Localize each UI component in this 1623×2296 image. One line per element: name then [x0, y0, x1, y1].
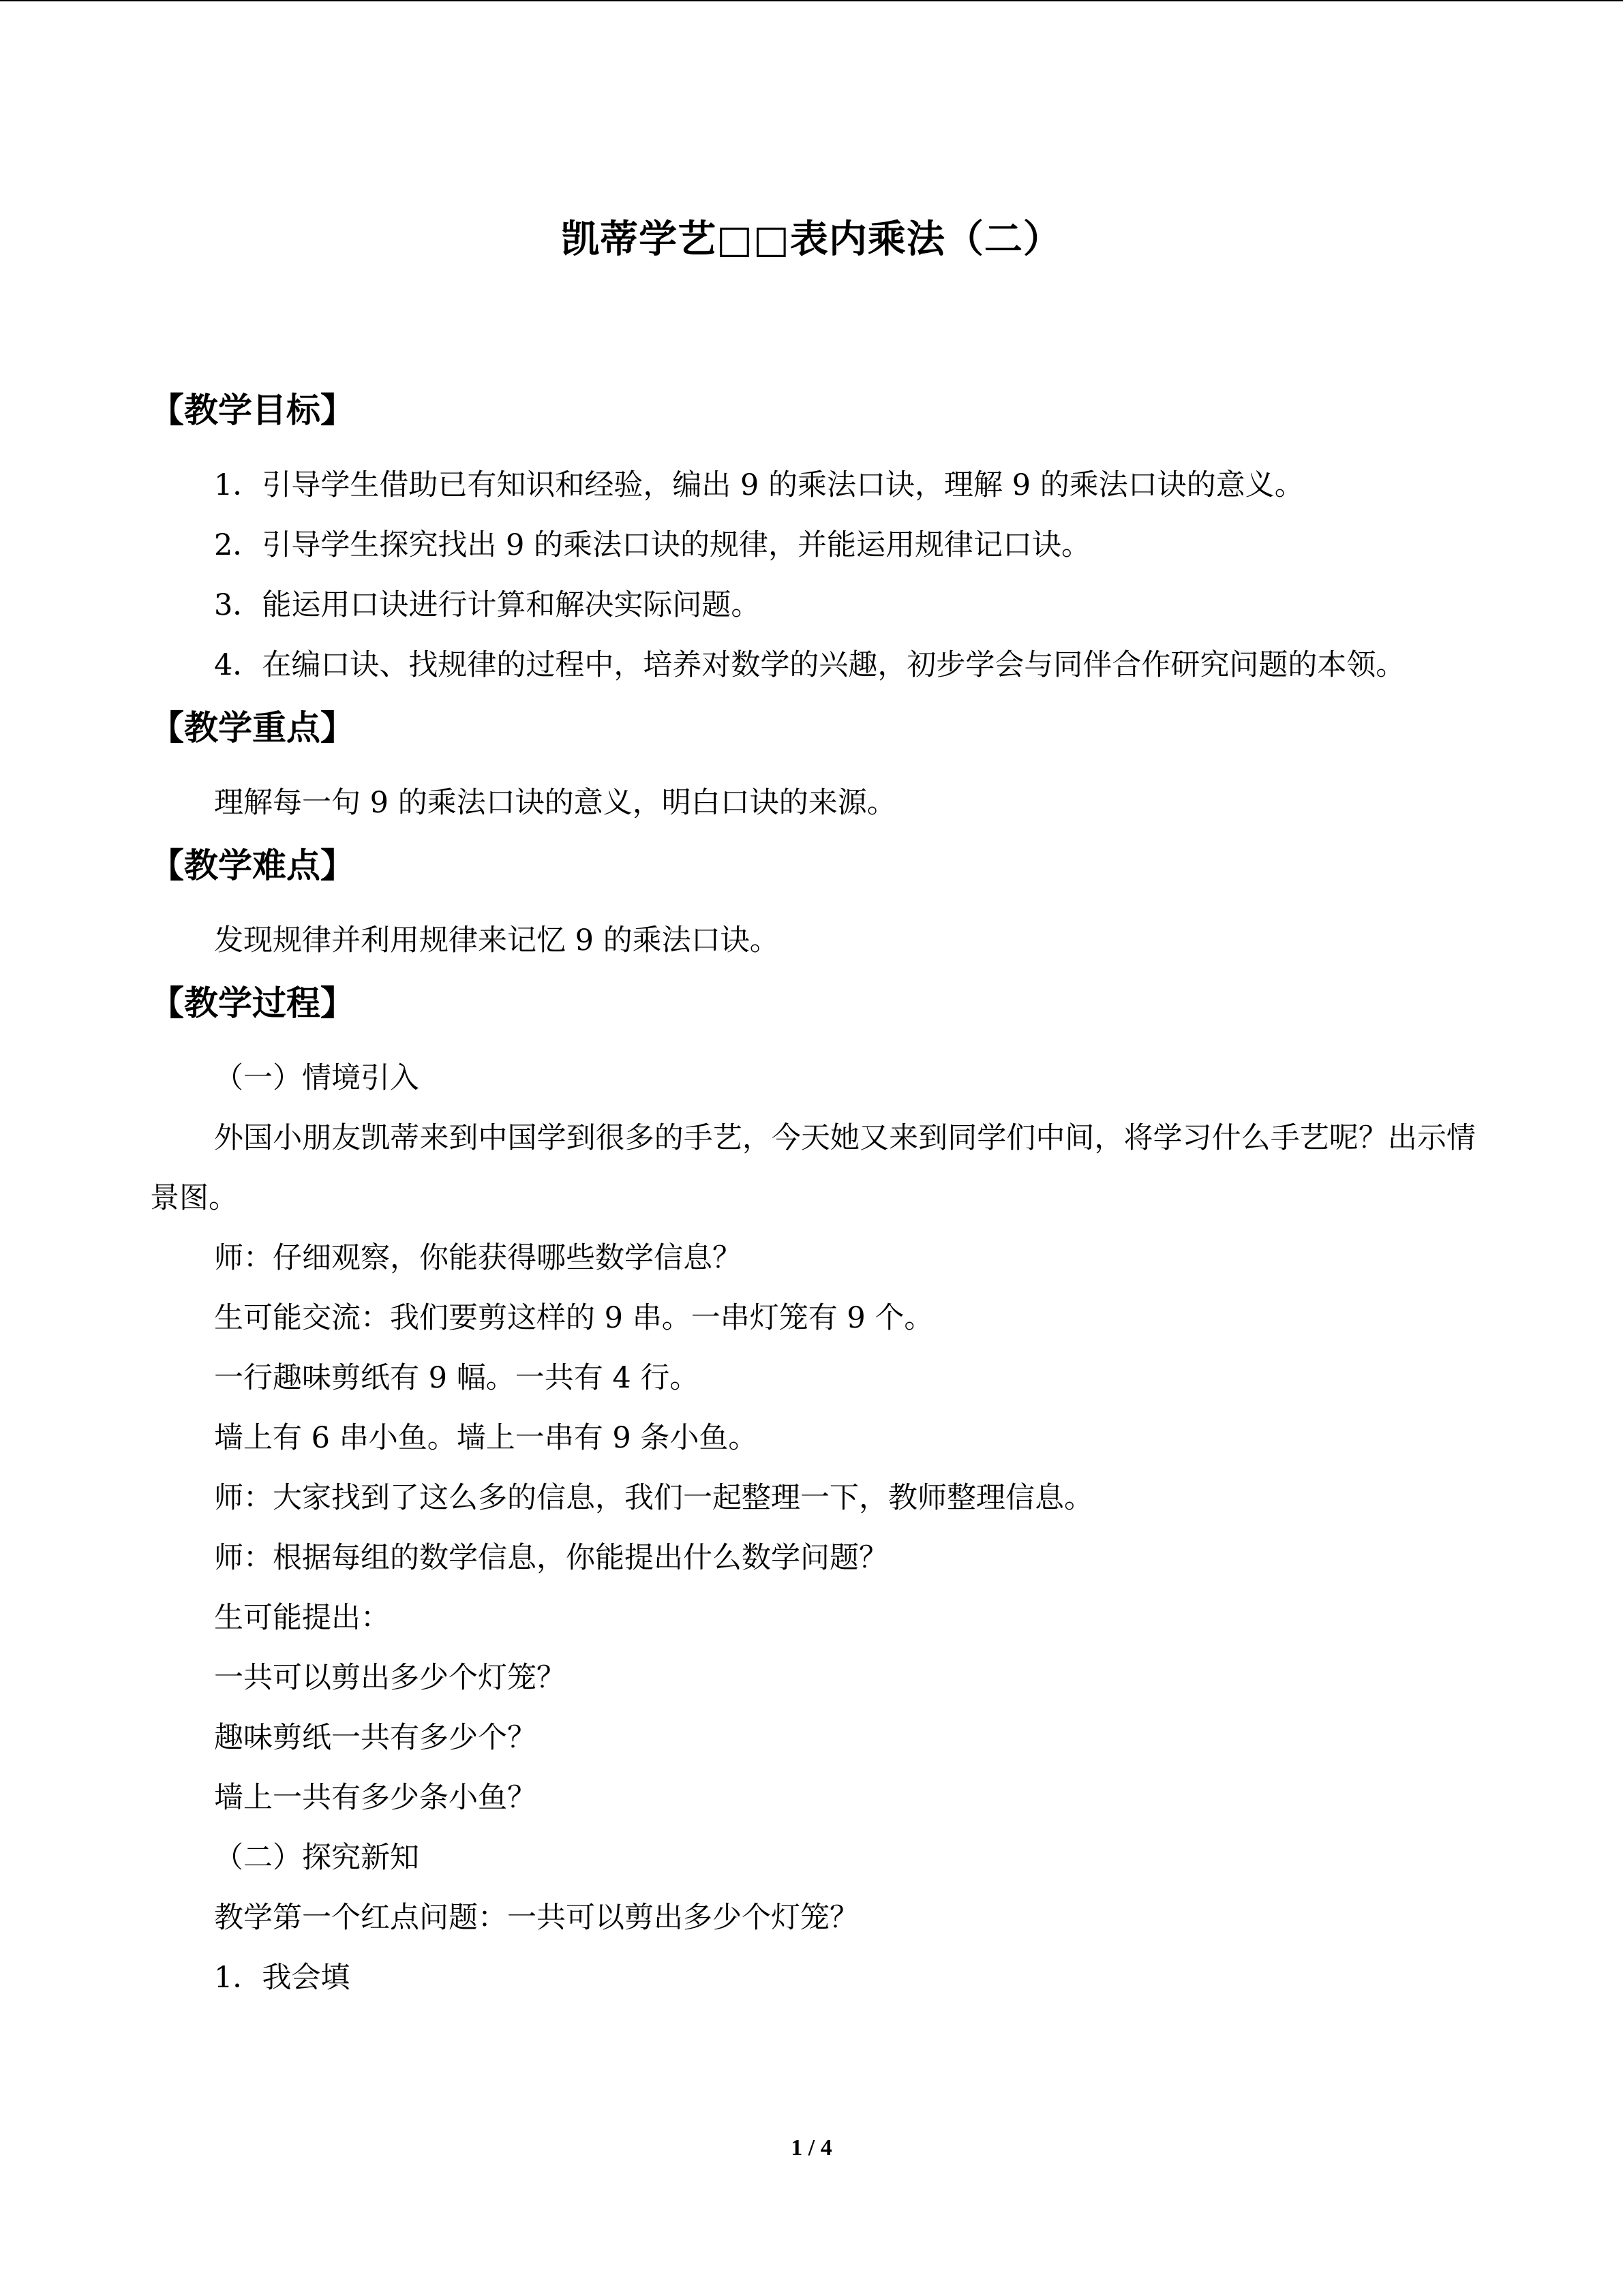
process-paragraph: （一）情境引入	[214, 1061, 419, 1095]
document-title: 凯蒂学艺□□表内乘法（二）	[561, 217, 1062, 262]
process-paragraph: 墙上一共有多少条小鱼？	[214, 1781, 536, 1815]
key-points-text: 理解每一句 9 的乘法口诀的意义，明白口诀的来源。	[214, 786, 896, 820]
process-paragraph: 墙上有 6 串小鱼。墙上一串有 9 条小鱼。	[214, 1421, 758, 1455]
objective-item: 3．能运用口诀进行计算和解决实际问题。	[214, 588, 761, 622]
page-number: 1 / 4	[791, 2135, 832, 2160]
heading-key-points: 【教学重点】	[150, 708, 354, 748]
process-paragraph: 教学第一个红点问题：一共可以剪出多少个灯笼？	[214, 1901, 859, 1935]
process-paragraph: 师：大家找到了这么多的信息，我们一起整理一下，教师整理信息。	[214, 1481, 1093, 1515]
difficulties-text: 发现规律并利用规律来记忆 9 的乘法口诀。	[214, 923, 779, 958]
process-paragraph: 趣味剪纸一共有多少个？	[214, 1721, 536, 1755]
process-paragraph: 1．我会填	[214, 1961, 350, 1995]
process-paragraph: 生可能交流：我们要剪这样的 9 串。一串灯笼有 9 个。	[214, 1301, 934, 1335]
heading-objectives: 【教学目标】	[150, 391, 354, 430]
process-paragraph: 外国小朋友凯蒂来到中国学到很多的手艺，今天她又来到同学们中间，将学习什么手艺呢？出示情景图。	[150, 1121, 1476, 1215]
process-paragraph: 师：根据每组的数学信息，你能提出什么数学问题？	[214, 1541, 888, 1575]
process-paragraph: 师：仔细观察，你能获得哪些数学信息？	[214, 1241, 742, 1275]
document-body	[150, 383, 1476, 2008]
document-page	[0, 1, 1623, 2296]
objective-item: 2．引导学生探究找出 9 的乘法口诀的规律，并能运用规律记口诀。	[214, 528, 1091, 562]
process-paragraph: （二）探究新知	[214, 1841, 419, 1875]
process-paragraph: 一行趣味剪纸有 9 幅。一共有 4 行。	[214, 1361, 699, 1395]
objective-item: 4．在编口诀、找规律的过程中，培养对数学的兴趣，初步学会与同伴合作研究问题的本领。	[214, 648, 1406, 682]
heading-process: 【教学过程】	[150, 983, 354, 1023]
process-paragraph: 一共可以剪出多少个灯笼？	[214, 1661, 566, 1695]
objective-item: 1．引导学生借助已有知识和经验，编出 9 的乘法口诀，理解 9 的乘法口诀的意义。	[214, 468, 1304, 502]
process-paragraph: 生可能提出：	[214, 1601, 390, 1635]
heading-difficulties: 【教学难点】	[150, 846, 354, 885]
